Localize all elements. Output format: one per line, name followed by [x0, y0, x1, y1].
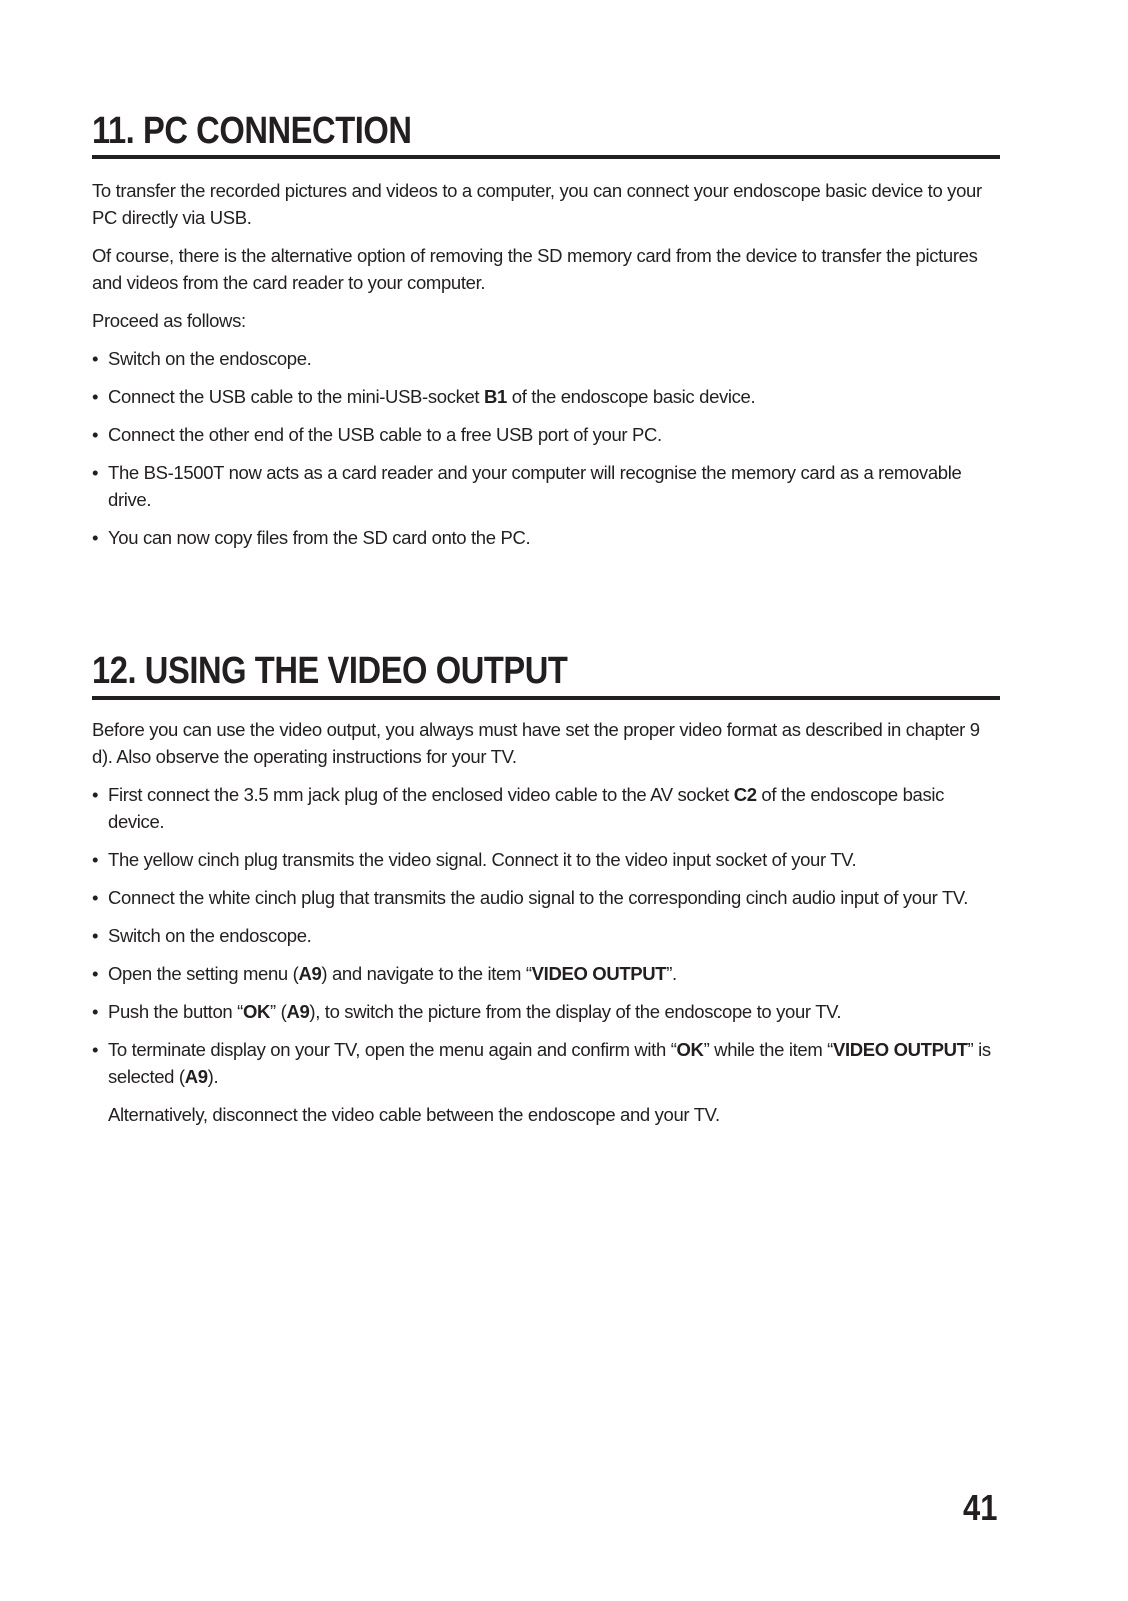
- list-item: • You can now copy files from the SD card onto the PC.: [92, 524, 1000, 551]
- section-title-pc-connection: 11. PC CONNECTION: [92, 110, 412, 152]
- bullet-list: [92, 781, 1000, 1090]
- section-divider: [92, 696, 1000, 700]
- list-item: • Switch on the endoscope.: [92, 345, 1000, 372]
- reference-label: A9: [184, 1066, 208, 1087]
- paragraph: Before you can use the video output, you always must have set the proper video format as described in chapter 9 d). Also observe the operating instructions for your TV.: [92, 719, 980, 767]
- menu-item-name: VIDEO OUTPUT: [832, 1039, 968, 1060]
- bullet-icon: •: [92, 386, 99, 407]
- bullet-icon: •: [92, 527, 99, 548]
- paragraph: Proceed as follows:: [92, 310, 246, 331]
- bullet-icon: •: [92, 963, 99, 984]
- section-body-pc-connection: [92, 177, 1000, 562]
- section-divider: [92, 155, 1000, 159]
- reference-label: A9: [286, 1001, 310, 1022]
- reference-label: A9: [298, 963, 322, 984]
- section-title-video-output: 12. USING THE VIDEO OUTPUT: [92, 650, 568, 692]
- bullet-icon: •: [92, 887, 99, 908]
- section-body-video-output: [92, 716, 1000, 1139]
- bullet-icon: •: [92, 462, 99, 483]
- bullet-icon: •: [92, 849, 99, 870]
- list-item: • Connect the white cinch plug that transmits the audio signal to the corresponding cinch audio input of your TV.: [92, 884, 1000, 911]
- page-number: 41: [963, 1487, 998, 1528]
- bullet-list: [92, 345, 1000, 551]
- button-name: OK: [242, 1001, 271, 1022]
- list-item: • The yellow cinch plug transmits the video signal. Connect it to the video input socket of your TV.: [92, 846, 1000, 873]
- bullet-icon: •: [92, 1001, 99, 1022]
- list-item: • Connect the USB cable to the mini-USB-socket B1 of the endoscope basic device.: [92, 383, 1000, 410]
- reference-label: B1: [484, 386, 507, 407]
- button-name: OK: [676, 1039, 704, 1060]
- list-item: • Open the setting menu (A9) and navigate to the item “VIDEO OUTPUT”.: [92, 960, 1000, 987]
- paragraph: Of course, there is the alternative option of removing the SD memory card from the device to transfer the pictures and videos from the card reader to your computer.: [92, 245, 978, 293]
- bullet-icon: •: [92, 784, 99, 805]
- bullet-icon: •: [92, 348, 99, 369]
- bullet-icon: •: [92, 424, 99, 445]
- list-item: • The BS-1500T now acts as a card reader and your computer will recognise the memory card as a removable drive.: [92, 459, 1000, 513]
- reference-label: C2: [733, 784, 757, 805]
- list-item: • Push the button “OK” (A9), to switch the picture from the display of the endoscope to your TV.: [92, 998, 1000, 1025]
- list-item: • To terminate display on your TV, open the menu again and confirm with “OK” while the item “VIDEO OUTPUT” is selected (A9).: [92, 1036, 1000, 1090]
- bullet-icon: •: [92, 1039, 99, 1060]
- paragraph: To transfer the recorded pictures and videos to a computer, you can connect your endoscope basic device to your PC directly via USB.: [92, 180, 982, 228]
- paragraph: Alternatively, disconnect the video cable between the endoscope and your TV.: [108, 1104, 720, 1125]
- list-item: • First connect the 3.5 mm jack plug of the enclosed video cable to the AV socket C2 of the endoscope basic device.: [92, 781, 1000, 835]
- list-item: • Connect the other end of the USB cable to a free USB port of your PC.: [92, 421, 1000, 448]
- bullet-icon: •: [92, 925, 99, 946]
- list-item: • Switch on the endoscope.: [92, 922, 1000, 949]
- menu-item-name: VIDEO OUTPUT: [531, 963, 667, 984]
